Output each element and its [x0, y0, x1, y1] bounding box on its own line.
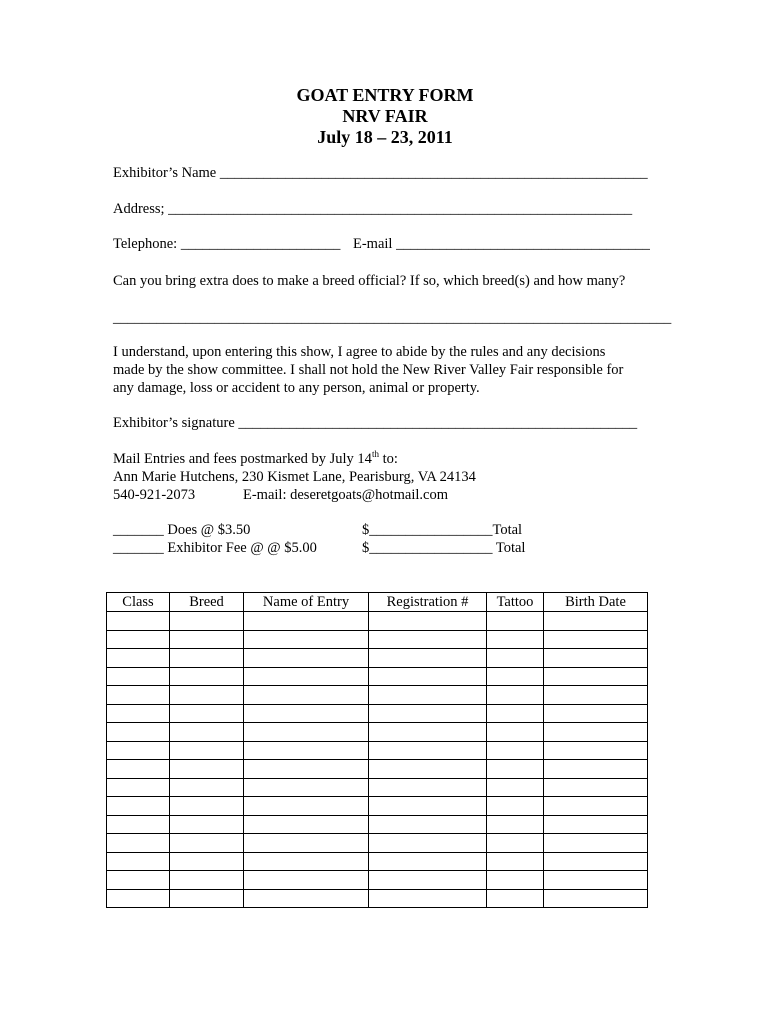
entry-cell[interactable] [544, 797, 648, 816]
fair-name: NRV FAIR [342, 106, 428, 126]
entry-cell[interactable] [544, 760, 648, 779]
agreement-line-1: I understand, upon entering this show, I agree to abide by the rules and any decisions [113, 344, 606, 360]
table-row [107, 760, 648, 779]
entry-cell[interactable] [544, 649, 648, 668]
entry-cell[interactable] [170, 871, 244, 890]
entry-cell[interactable] [544, 871, 648, 890]
entry-cell[interactable] [170, 704, 244, 723]
entry-cell[interactable] [487, 630, 544, 649]
entry-cell[interactable] [544, 852, 648, 871]
entry-cell[interactable] [369, 704, 487, 723]
entry-cell[interactable] [170, 760, 244, 779]
entry-cell[interactable] [170, 667, 244, 686]
entry-cell[interactable] [107, 704, 170, 723]
entry-cell[interactable] [170, 797, 244, 816]
entry-cell[interactable] [244, 612, 369, 631]
entry-cell[interactable] [107, 630, 170, 649]
entry-cell[interactable] [244, 649, 369, 668]
entry-cell[interactable] [107, 723, 170, 742]
entry-cell[interactable] [170, 612, 244, 631]
does-fee-field[interactable]: _______ Does @ $3.50 [113, 522, 251, 538]
entry-cell[interactable] [244, 704, 369, 723]
agreement-line-3: any damage, loss or accident to any person, animal or property. [113, 380, 480, 396]
entry-cell[interactable] [170, 815, 244, 834]
table-row [107, 741, 648, 760]
entry-cell[interactable] [487, 723, 544, 742]
entry-cell[interactable] [244, 723, 369, 742]
entry-cell[interactable] [369, 797, 487, 816]
entry-cell[interactable] [369, 630, 487, 649]
column-header-name-of-entry: Name of Entry [244, 593, 369, 612]
entry-cell[interactable] [369, 889, 487, 908]
column-header-breed: Breed [170, 593, 244, 612]
entry-cell[interactable] [244, 741, 369, 760]
extra-does-answer-field[interactable]: _____________________________________________________________________________ [113, 310, 672, 326]
table-row [107, 630, 648, 649]
entry-cell[interactable] [107, 871, 170, 890]
entry-cell[interactable] [107, 741, 170, 760]
table-row [107, 704, 648, 723]
entry-cell[interactable] [487, 760, 544, 779]
entry-cell[interactable] [544, 686, 648, 705]
contact-phone: 540-921-2073 [113, 487, 196, 503]
entry-cell[interactable] [544, 741, 648, 760]
entry-cell[interactable] [170, 649, 244, 668]
entry-cell[interactable] [487, 649, 544, 668]
column-header-class: Class [107, 593, 170, 612]
entry-cell[interactable] [170, 630, 244, 649]
entry-cell[interactable] [107, 852, 170, 871]
column-header-birth-date: Birth Date [544, 593, 648, 612]
entry-cell[interactable] [369, 686, 487, 705]
entry-cell[interactable] [244, 871, 369, 890]
table-row [107, 667, 648, 686]
address-field[interactable]: Address; ________________________________________________________________ [113, 201, 633, 217]
entry-cell[interactable] [544, 889, 648, 908]
entry-cell[interactable] [244, 686, 369, 705]
entry-cell[interactable] [107, 649, 170, 668]
entry-cell[interactable] [544, 834, 648, 853]
table-row [107, 834, 648, 853]
entry-cell[interactable] [107, 797, 170, 816]
column-header-registration: Registration # [369, 593, 487, 612]
table-row [107, 723, 648, 742]
signature-field[interactable]: Exhibitor’s signature _______________________________________________________ [113, 415, 638, 431]
entry-cell[interactable] [369, 778, 487, 797]
entry-cell[interactable] [107, 612, 170, 631]
entry-table-body [107, 612, 648, 908]
entry-cell[interactable] [107, 778, 170, 797]
entry-cell[interactable] [107, 667, 170, 686]
entry-cell[interactable] [170, 686, 244, 705]
entry-cell[interactable] [244, 834, 369, 853]
entry-cell[interactable] [244, 630, 369, 649]
agreement-line-2: made by the show committee. I shall not hold the New River Valley Fair responsible for [113, 362, 624, 378]
entry-cell[interactable] [487, 704, 544, 723]
entry-cell[interactable] [244, 667, 369, 686]
entry-cell[interactable] [544, 723, 648, 742]
telephone-field[interactable]: Telephone: ______________________ [113, 236, 341, 252]
entry-cell[interactable] [244, 889, 369, 908]
entry-cell[interactable] [487, 612, 544, 631]
extra-does-question: Can you bring extra does to make a breed official? If so, which breed(s) and how many? [113, 273, 626, 289]
entry-cell[interactable] [487, 815, 544, 834]
entry-cell[interactable] [170, 723, 244, 742]
table-row [107, 871, 648, 890]
form-title: GOAT ENTRY FORM [296, 85, 474, 105]
entry-cell[interactable] [244, 815, 369, 834]
entry-cell[interactable] [107, 815, 170, 834]
exhibitor-name-field[interactable]: Exhibitor’s Name ___________________________________________________________ [113, 165, 648, 181]
entry-cell[interactable] [487, 778, 544, 797]
entry-cell[interactable] [170, 852, 244, 871]
contact-email: E-mail: deseretgoats@hotmail.com [243, 487, 449, 503]
entry-cell[interactable] [369, 649, 487, 668]
table-row [107, 797, 648, 816]
entry-cell[interactable] [369, 760, 487, 779]
entry-cell[interactable] [369, 871, 487, 890]
entry-cell[interactable] [544, 612, 648, 631]
entry-cell[interactable] [369, 815, 487, 834]
mail-address: Ann Marie Hutchens, 230 Kismet Lane, Pearisburg, VA 24134 [113, 469, 476, 485]
entry-cell[interactable] [544, 704, 648, 723]
table-row [107, 686, 648, 705]
entry-cell[interactable] [487, 889, 544, 908]
entry-cell[interactable] [487, 834, 544, 853]
column-header-tattoo: Tattoo [487, 593, 544, 612]
table-row [107, 612, 648, 631]
entry-cell[interactable] [487, 667, 544, 686]
table-header-row [107, 593, 648, 612]
entry-cell[interactable] [544, 630, 648, 649]
table-row [107, 852, 648, 871]
entry-cell[interactable] [244, 778, 369, 797]
entry-cell[interactable] [544, 778, 648, 797]
entry-cell[interactable] [170, 889, 244, 908]
entry-cell[interactable] [369, 667, 487, 686]
email-field[interactable]: E-mail ___________________________________ [353, 236, 650, 252]
entry-cell[interactable] [369, 834, 487, 853]
does-total-field[interactable]: $_________________Total [362, 522, 523, 538]
entry-cell[interactable] [107, 686, 170, 705]
entry-cell[interactable] [170, 778, 244, 797]
entry-cell[interactable] [544, 667, 648, 686]
entry-cell[interactable] [487, 686, 544, 705]
entry-cell[interactable] [107, 889, 170, 908]
entry-cell[interactable] [107, 834, 170, 853]
entry-table [106, 592, 648, 908]
exhibitor-total-field[interactable]: $_________________ Total [362, 540, 526, 556]
fair-dates: July 18 – 23, 2011 [317, 127, 453, 147]
entry-cell[interactable] [369, 741, 487, 760]
entry-cell[interactable] [487, 852, 544, 871]
table-row [107, 649, 648, 668]
entry-cell[interactable] [170, 834, 244, 853]
exhibitor-fee-field[interactable]: _______ Exhibitor Fee @ @ $5.00 [113, 540, 317, 556]
table-row [107, 778, 648, 797]
entry-cell[interactable] [369, 723, 487, 742]
entry-cell[interactable] [544, 815, 648, 834]
table-row [107, 815, 648, 834]
entry-cell[interactable] [487, 741, 544, 760]
entry-cell[interactable] [369, 612, 487, 631]
table-row [107, 889, 648, 908]
entry-cell[interactable] [244, 760, 369, 779]
entry-cell[interactable] [487, 797, 544, 816]
mail-deadline: Mail Entries and fees postmarked by July 14th to: [113, 449, 398, 467]
entry-cell[interactable] [369, 852, 487, 871]
entry-cell[interactable] [107, 760, 170, 779]
entry-cell[interactable] [170, 741, 244, 760]
entry-cell[interactable] [244, 852, 369, 871]
entry-cell[interactable] [244, 797, 369, 816]
entry-cell[interactable] [487, 871, 544, 890]
